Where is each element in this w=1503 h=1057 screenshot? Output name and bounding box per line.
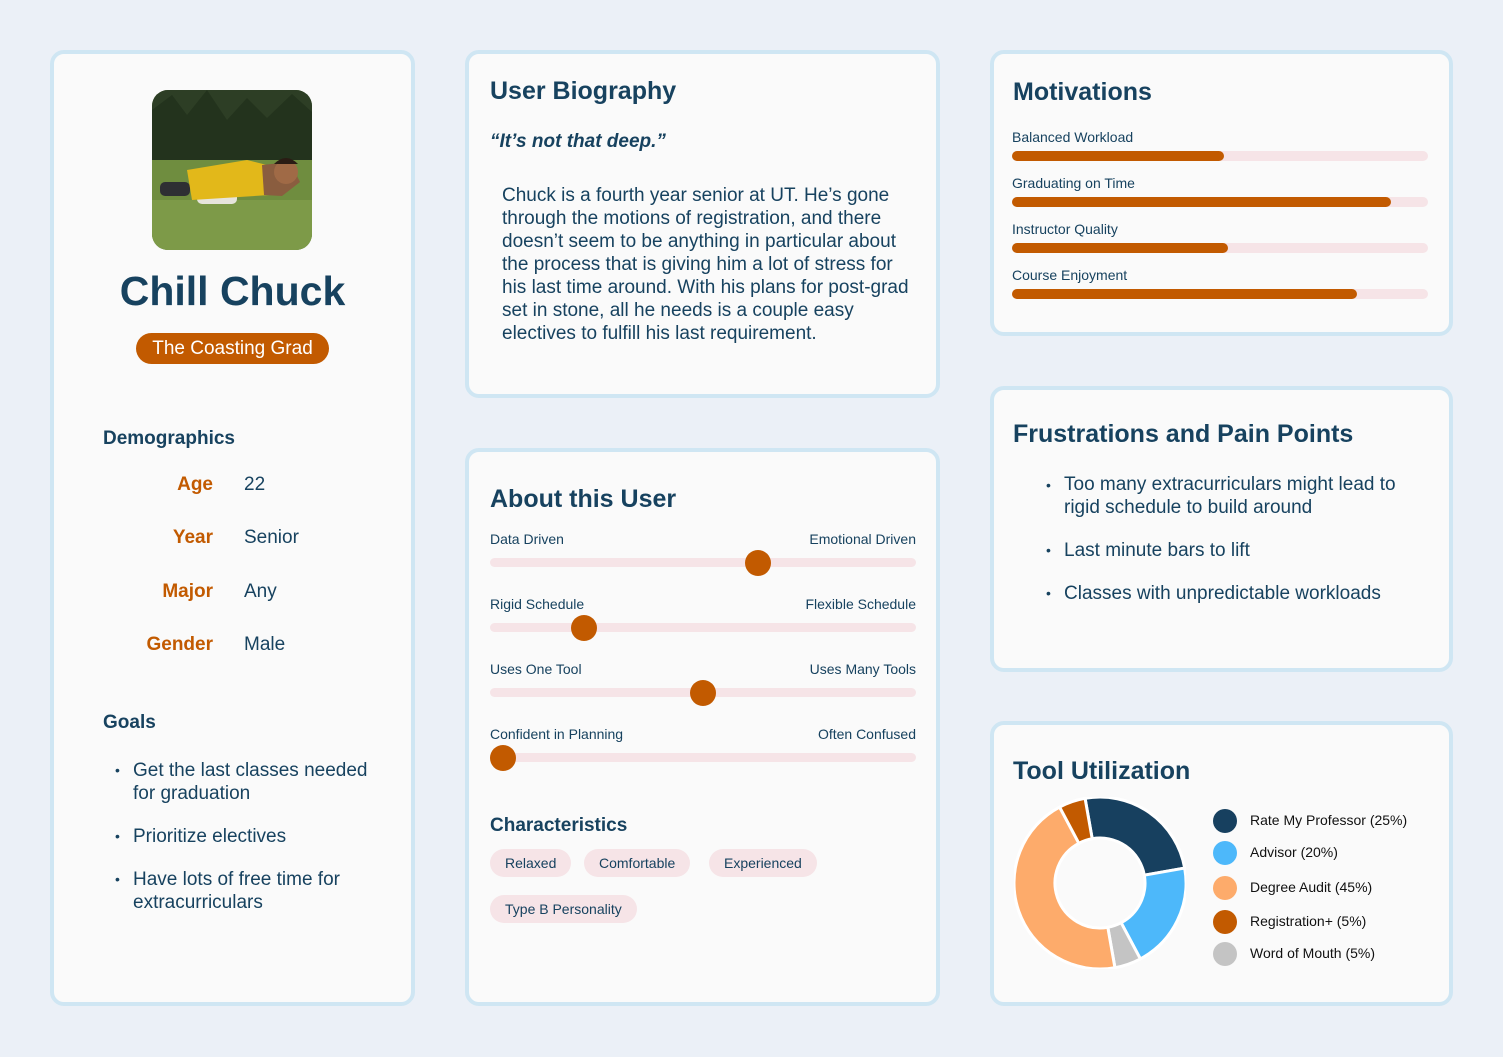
legend-label: Word of Mouth (5%) <box>1250 945 1376 961</box>
slider-left-label: Data Driven <box>490 531 564 547</box>
slider-right-label: Often Confused <box>817 726 916 742</box>
frustration-item: Too many extracurriculars might lead to rigid schedule to build around <box>1064 474 1396 518</box>
slider-left-label: Confident in Planning <box>490 726 624 742</box>
avatar-photo-image <box>152 90 312 250</box>
goal-item: Prioritize electives <box>133 826 287 847</box>
slider-left-label: Rigid Schedule <box>490 596 585 612</box>
slider-track <box>490 623 916 632</box>
motivation-track <box>1012 243 1428 253</box>
trait-slider <box>490 531 916 571</box>
motivation-row <box>1012 221 1428 261</box>
legend-swatch <box>1213 876 1237 900</box>
profile-card <box>50 50 415 1006</box>
characteristic-chip: Type B Personality <box>490 895 637 923</box>
motivations-title: Motivations <box>1013 78 1152 106</box>
bullet-icon: • <box>1046 477 1051 493</box>
motivation-label: Graduating on Time <box>1012 175 1135 191</box>
motivation-track <box>1012 289 1428 299</box>
bullet-icon: • <box>115 762 120 778</box>
slider-track <box>490 753 916 762</box>
legend-label: Advisor (20%) <box>1250 844 1338 860</box>
bullet-icon: • <box>1046 585 1051 601</box>
demographic-key: Year <box>172 527 213 548</box>
motivation-track <box>1012 197 1428 207</box>
slider-left-label: Uses One Tool <box>490 661 582 677</box>
goals-title: Goals <box>103 712 156 733</box>
biography-card <box>465 50 940 398</box>
legend-swatch <box>1213 942 1237 966</box>
demographic-value: Any <box>244 581 277 602</box>
slider-right-label: Flexible Schedule <box>805 596 916 612</box>
persona-badge: The Coasting Grad <box>136 333 329 364</box>
demographic-key: Age <box>177 474 213 495</box>
biography-text: Chuck is a fourth year senior at UT. He’s gone through the motions of registration, and there doesn’t seem to be anything in particular about the process that is giving him a lot of stress for his last time around. With his plans for post-grad set in stone, all he needs is a couple easy electives to fulfill his last requirement. <box>502 185 909 344</box>
characteristic-chip: Relaxed <box>490 849 571 877</box>
trait-slider <box>490 596 916 636</box>
motivation-label: Instructor Quality <box>1012 221 1118 237</box>
motivation-row <box>1012 129 1428 169</box>
tool-utilization-donut-chart <box>1014 797 1186 969</box>
demographic-value: Senior <box>244 527 299 548</box>
bullet-icon: • <box>1046 542 1051 558</box>
frustration-item: Last minute bars to lift <box>1064 540 1250 561</box>
slider-right-label: Emotional Driven <box>809 531 916 547</box>
characteristic-chip: Comfortable <box>584 849 690 877</box>
legend-label: Rate My Professor (25%) <box>1250 812 1408 828</box>
demographic-key: Gender <box>146 634 213 655</box>
slider-right-label: Uses Many Tools <box>809 661 916 677</box>
tool-utilization-card <box>990 721 1453 1006</box>
characteristic-chip: Experienced <box>709 849 817 877</box>
biography-quote: “It’s not that deep.” <box>490 131 666 152</box>
slider-thumb[interactable] <box>745 550 771 576</box>
goal-item: Have lots of free time for extracurriculars <box>133 869 340 913</box>
frustrations-title: Frustrations and Pain Points <box>1013 420 1354 448</box>
motivation-fill <box>1012 151 1224 161</box>
goal-item: Get the last classes needed for graduation <box>133 760 368 804</box>
motivation-row <box>1012 175 1428 215</box>
about-title: About this User <box>490 485 677 513</box>
legend-swatch <box>1213 910 1237 934</box>
demographic-value: 22 <box>244 474 266 495</box>
demographic-row-age <box>54 474 411 500</box>
legend-swatch <box>1213 841 1237 865</box>
motivation-fill <box>1012 197 1391 207</box>
persona-name: Chill Chuck <box>119 268 346 314</box>
demographic-row-gender <box>54 634 411 660</box>
bullet-icon: • <box>115 871 120 887</box>
slider-thumb[interactable] <box>571 615 597 641</box>
characteristics-title: Characteristics <box>490 815 628 836</box>
motivation-label: Course Enjoyment <box>1012 267 1128 283</box>
about-card <box>465 448 940 1006</box>
trait-slider <box>490 726 916 766</box>
motivation-label: Balanced Workload <box>1012 129 1134 145</box>
bullet-icon: • <box>115 828 120 844</box>
motivation-fill <box>1012 289 1357 299</box>
demographic-row-major <box>54 581 411 607</box>
frustration-item: Classes with unpredictable workloads <box>1064 583 1381 604</box>
demographic-key: Major <box>162 581 213 602</box>
slider-thumb[interactable] <box>690 680 716 706</box>
motivations-card <box>990 50 1453 336</box>
donut-slice-rate-my-professor <box>1085 797 1185 875</box>
legend-label: Degree Audit (45%) <box>1250 879 1373 895</box>
legend-swatch <box>1213 809 1237 833</box>
slider-thumb[interactable] <box>490 745 516 771</box>
motivation-track <box>1012 151 1428 161</box>
motivation-fill <box>1012 243 1228 253</box>
legend-label: Registration+ (5%) <box>1250 913 1367 929</box>
biography-title: User Biography <box>490 77 677 105</box>
frustrations-card <box>990 386 1453 672</box>
demographic-row-year <box>54 527 411 553</box>
motivation-row <box>1012 267 1428 307</box>
tool-utilization-title: Tool Utilization <box>1013 757 1191 785</box>
demographics-title: Demographics <box>103 428 235 449</box>
slider-track <box>490 558 916 567</box>
trait-slider <box>490 661 916 701</box>
demographic-value: Male <box>244 634 286 655</box>
avatar <box>152 90 312 250</box>
